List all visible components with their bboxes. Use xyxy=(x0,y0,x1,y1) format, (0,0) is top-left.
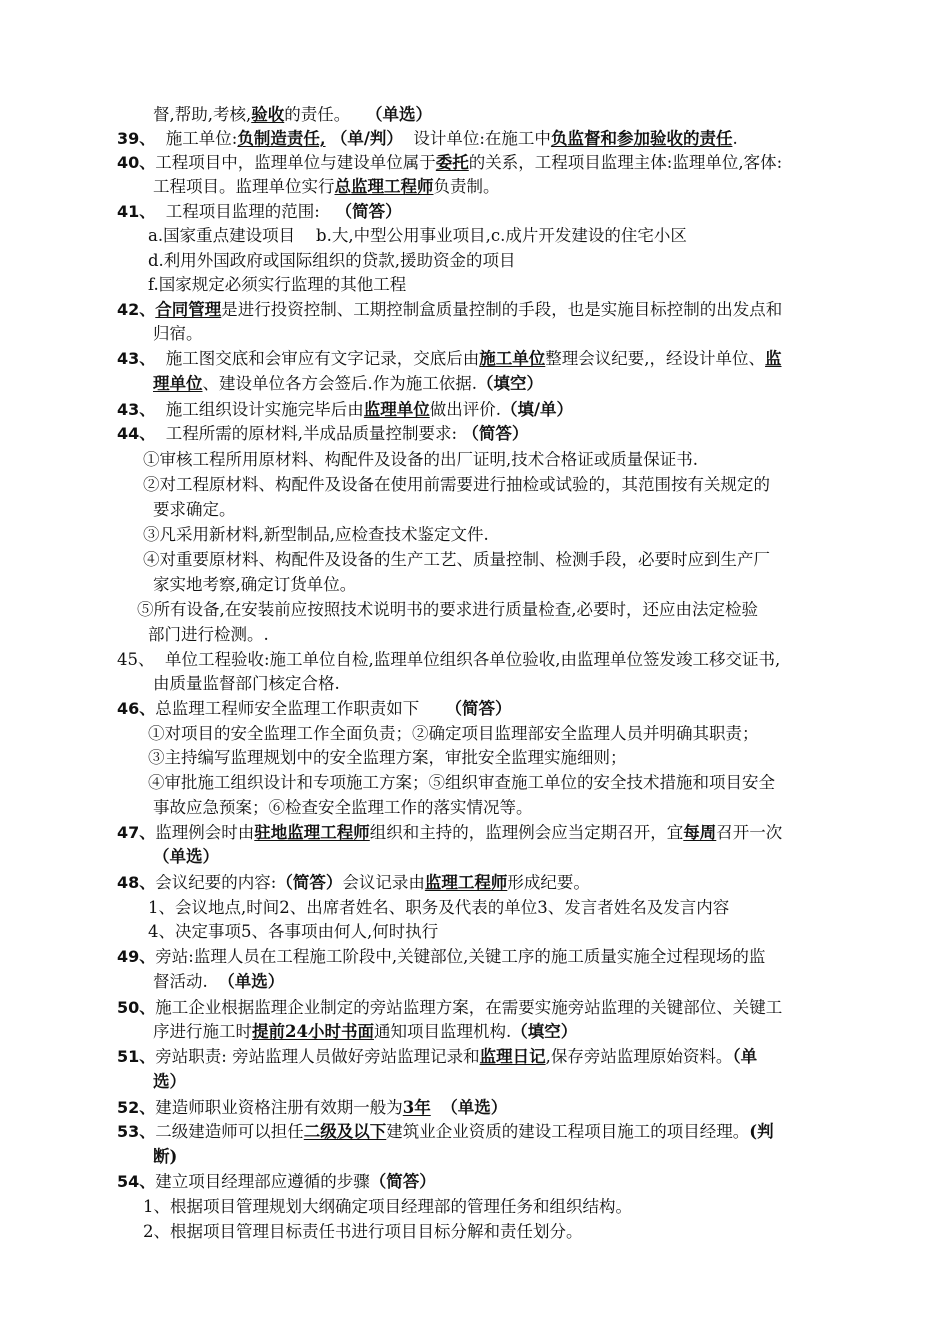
text-run: 由质量监督部门核定合格. xyxy=(153,674,340,693)
text-line xyxy=(137,598,758,622)
text-run: 1、会议地点,时间2、出席者姓名、职务及代表的单位3、发言者姓名及发言内容 xyxy=(148,898,730,917)
text-run: 工程所需的原材料,半成品质量控制要求: xyxy=(155,424,463,443)
text-run: 工程项目监理的范围: xyxy=(155,202,336,221)
text-run: d.利用外国政府或国际组织的贷款,援助资金的项目 xyxy=(148,251,516,270)
text-line xyxy=(148,623,269,647)
question-type-tag: （简答） xyxy=(369,1172,436,1191)
text-run: 要求确定。 xyxy=(153,500,236,519)
text-run: 监理例会时由 xyxy=(155,823,255,842)
text-line xyxy=(117,821,782,845)
question-type-tag: （单选） xyxy=(153,847,219,866)
text-line xyxy=(117,151,782,175)
key-term: 验收 xyxy=(251,105,285,124)
text-line xyxy=(153,1145,177,1169)
item-number: 49、 xyxy=(117,947,156,966)
question-type-tag: （填/单） xyxy=(501,400,574,419)
text-line xyxy=(153,796,533,820)
text-run: 工程项目中，监理单位与建设单位属于 xyxy=(155,153,436,172)
text-line xyxy=(117,200,402,224)
key-term: 监 xyxy=(765,349,782,368)
key-term: 合同管理 xyxy=(155,300,222,319)
text-line xyxy=(148,896,729,920)
text-run: 施工组织设计实施完毕后由 xyxy=(155,400,364,419)
item-number: 51、 xyxy=(117,1047,156,1066)
text-run: 建立项目经理部应遵循的步骤 xyxy=(155,1172,370,1191)
text-line xyxy=(148,746,627,770)
text-run: ⑤所有设备,在安装前应按照技术说明书的要求进行质量检查,必要时，还应由法定检验 xyxy=(137,600,758,619)
text-line xyxy=(153,672,340,696)
key-term: 监理日记 xyxy=(479,1047,546,1066)
key-term: 施工单位 xyxy=(479,349,546,368)
text-line xyxy=(117,422,528,446)
question-type-tag: (判 xyxy=(749,1122,774,1141)
text-run: 部门进行检测。. xyxy=(148,625,269,644)
text-run: 施工图交底和会审应有文字记录，交底后由 xyxy=(155,349,480,368)
text-line xyxy=(117,996,782,1020)
text-run: 做出评价. xyxy=(429,400,502,419)
text-run: 通知项目监理机构. xyxy=(373,1022,512,1041)
text-run: 设计单位:在施工中 xyxy=(402,129,551,148)
text-run: 会议记录由 xyxy=(342,873,425,892)
text-line xyxy=(143,523,489,547)
text-run: ②对工程原材料、构配件及设备在使用前需要进行抽检或试验的，其范围按有关规定的 xyxy=(143,475,770,494)
item-number: 53、 xyxy=(117,1122,156,1141)
text-run: 召开一次 xyxy=(716,823,783,842)
key-term: 总监理工程师 xyxy=(334,177,434,196)
text-run: 2、根据项目管理目标责任书进行项目目标分解和责任划分。 xyxy=(143,1222,583,1241)
text-run: 序进行施工时 xyxy=(153,1022,252,1041)
text-line xyxy=(117,1096,507,1120)
text-run: ④对重要原材料、构配件及设备的生产工艺、质量控制、检测手段，必要时应到生产厂 xyxy=(143,550,770,569)
item-number: 40、 xyxy=(117,153,156,172)
text-line xyxy=(143,1220,583,1244)
text-line xyxy=(148,249,516,273)
item-number: 46、 xyxy=(117,699,156,718)
text-line xyxy=(153,970,284,994)
key-term: 理单位 xyxy=(153,374,203,393)
question-type-tag: （简答） xyxy=(276,873,343,892)
text-run: 家实地考察,确定订货单位。 xyxy=(153,575,357,594)
question-type-tag: （填空） xyxy=(477,374,543,393)
item-number: 52、 xyxy=(117,1098,156,1117)
text-run: 的关系，工程项目监理主体:监理单位,客体: xyxy=(468,153,783,172)
text-run: 工程项目。监理单位实行 xyxy=(153,177,335,196)
key-term: 负监督和参加验收的责任 xyxy=(550,129,733,148)
question-type-tag: （单/判） xyxy=(330,129,403,148)
key-term: 提前24小时书面 xyxy=(252,1022,374,1041)
text-run: ③凡采用新材料,新型制品,应检查技术鉴定文件. xyxy=(143,525,489,544)
key-term: 监理工程师 xyxy=(424,873,508,892)
question-type-tag: （简答） xyxy=(445,699,512,718)
text-line xyxy=(153,1070,186,1094)
item-number: 39、 xyxy=(117,129,156,148)
question-type-tag: （单选） xyxy=(366,105,432,124)
text-line xyxy=(143,548,770,572)
text-line xyxy=(143,473,770,497)
text-line xyxy=(117,945,765,969)
text-run: 形成纪要。 xyxy=(507,873,590,892)
text-run: 督活动. xyxy=(153,972,219,991)
item-number: 44、 xyxy=(117,424,156,443)
text-line xyxy=(153,498,236,522)
key-term: 二级及以下 xyxy=(303,1122,387,1141)
text-run: 施工企业根据监理企业制定的旁站监理方案，在需要实施旁站监理的关键部位、关键工 xyxy=(155,998,783,1017)
text-line xyxy=(153,1020,577,1044)
question-type-tag: （单 xyxy=(732,1047,758,1066)
text-line xyxy=(148,224,687,248)
text-run: 总监理工程师安全监理工作职责如下 xyxy=(155,699,446,718)
text-run: ④审批施工组织设计和专项施工方案；⑤组织审查施工单位的安全技术措施和项目安全 xyxy=(148,773,775,792)
item-number: 47、 xyxy=(117,823,156,842)
item-number: 50、 xyxy=(117,998,156,1017)
item-number: 41、 xyxy=(117,202,156,221)
text-run: 的责任。 xyxy=(284,105,366,124)
text-run: f.国家规定必须实行监理的其他工程 xyxy=(148,275,407,294)
text-run: . xyxy=(732,129,738,148)
text-line xyxy=(143,448,698,472)
text-line xyxy=(153,103,432,127)
text-run: 负责制。 xyxy=(433,177,500,196)
question-type-tag: （填空） xyxy=(511,1022,578,1041)
text-line xyxy=(117,1120,774,1144)
question-type-tag: （简答） xyxy=(462,424,529,443)
text-line xyxy=(117,127,738,151)
text-line xyxy=(117,1170,436,1194)
question-type-tag: 断) xyxy=(153,1147,178,1166)
text-line xyxy=(153,175,500,199)
text-run: 建造师职业资格注册有效期一般为 xyxy=(155,1098,403,1117)
item-number: 43、 xyxy=(117,349,156,368)
key-term: 委托 xyxy=(435,153,469,172)
question-type-tag: （单选） xyxy=(441,1098,508,1117)
text-run: 组织和主持的，监理例会应当定期召开，宜 xyxy=(369,823,684,842)
text-run: 会议纪要的内容: xyxy=(155,873,277,892)
key-term: 每周 xyxy=(683,823,717,842)
text-line xyxy=(153,573,356,597)
text-run: 建筑业企业资质的建设工程项目施工的项目经理。 xyxy=(386,1122,750,1141)
text-line xyxy=(153,372,543,396)
text-line xyxy=(148,920,438,944)
text-run: 旁站:监理人员在工程施工阶段中,关键部位,关键工序的施工质量实施全过程现场的监 xyxy=(155,947,766,966)
text-run: 45、 单位工程验收:施工单位自检,监理单位组织各单位验收,由监理单位签发竣工移交证书, xyxy=(117,650,781,669)
text-run: 4、决定事项5、各事项由何人,何时执行 xyxy=(148,922,439,941)
text-line xyxy=(148,273,406,297)
text-line xyxy=(153,845,219,869)
text-run: ①对项目的安全监理工作全面负责；②确定项目监理部安全监理人员并明确其职责； xyxy=(148,724,759,743)
text-run: 归宿。 xyxy=(153,324,203,343)
question-type-tag: 选） xyxy=(153,1072,186,1091)
question-type-tag: （单选） xyxy=(218,972,285,991)
text-line xyxy=(117,1045,757,1069)
text-line xyxy=(117,398,573,422)
text-run: 旁站职责: 旁站监理人员做好旁站监理记录和 xyxy=(155,1047,480,1066)
text-line xyxy=(117,697,512,721)
text-run: 是进行投资控制、工期控制盒质量控制的手段，也是实施目标控制的出发点和 xyxy=(221,300,783,319)
key-term: 3年 xyxy=(402,1098,431,1117)
item-number: 43、 xyxy=(117,400,156,419)
text-line xyxy=(148,771,775,795)
key-term: 负制造责任, xyxy=(237,129,326,148)
text-line xyxy=(117,298,782,322)
item-number: 48、 xyxy=(117,873,156,892)
text-run: 、建设单位各方会签后.作为施工依据. xyxy=(202,374,477,393)
text-line xyxy=(153,322,203,346)
text-line xyxy=(143,1195,632,1219)
text-line xyxy=(117,648,780,672)
key-term: 驻地监理工程师 xyxy=(254,823,370,842)
text-line xyxy=(148,722,759,746)
text-run: ①审核工程所用原材料、构配件及设备的出厂证明,技术合格证或质量保证书. xyxy=(143,450,698,469)
text-run: ,保存旁站监理原始资料。 xyxy=(545,1047,733,1066)
item-number: 42、 xyxy=(117,300,156,319)
text-run: 施工单位: xyxy=(155,129,238,148)
text-run: 事故应急预案；⑥检查安全监理工作的落实情况等。 xyxy=(153,798,533,817)
text-run: 整理会议纪要,，经设计单位、 xyxy=(545,349,766,368)
text-run: 督,帮助,考核, xyxy=(153,105,252,124)
text-line xyxy=(117,347,782,371)
text-run xyxy=(431,1098,442,1117)
key-term: 监理单位 xyxy=(363,400,430,419)
text-run: 二级建造师可以担任 xyxy=(155,1122,304,1141)
text-run: 1、根据项目管理规划大纲确定项目经理部的管理任务和组织结构。 xyxy=(143,1197,632,1216)
question-type-tag: （简答） xyxy=(335,202,402,221)
text-line xyxy=(117,871,590,895)
text-run: a.国家重点建设项目 b.大,中型公用事业项目,c.成片开发建设的住宅小区 xyxy=(148,226,687,245)
item-number: 54、 xyxy=(117,1172,156,1191)
text-run: ③主持编写监理规划中的安全监理方案，审批安全监理实施细则； xyxy=(148,748,627,767)
